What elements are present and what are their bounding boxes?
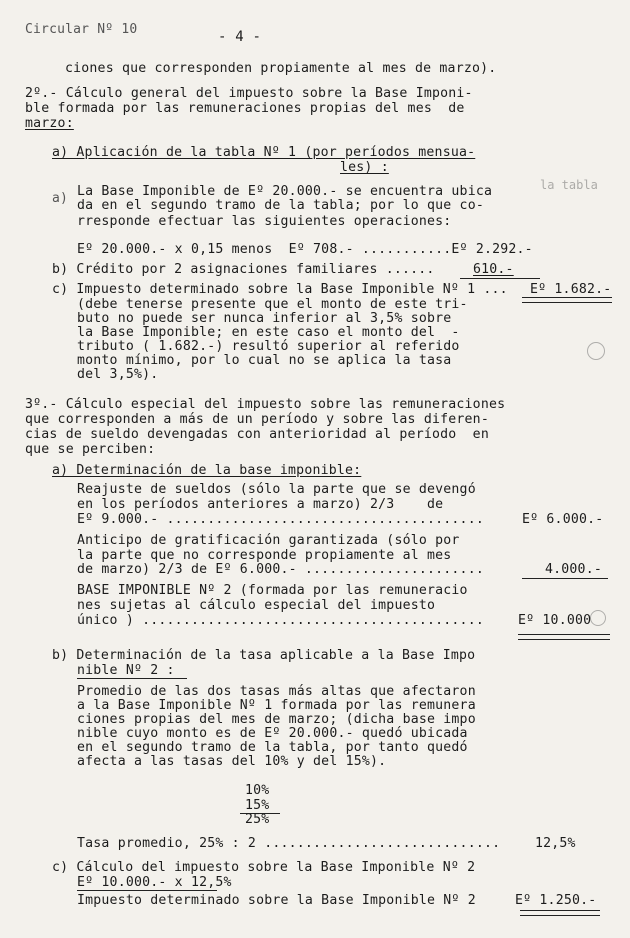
amount: Eº 10.000 — [518, 613, 592, 628]
amount: Eº 1.250.- — [515, 893, 597, 908]
text-line: a la Base Imponible Nº 1 formada por las remunera — [77, 698, 476, 713]
text-line: Promedio de las dos tasas más altas que afectaron — [77, 684, 476, 699]
item-letter: a) — [52, 191, 69, 206]
item-heading: b) Determinación de la tasa aplicable a la Base Impo — [52, 648, 476, 663]
underline — [77, 678, 187, 679]
text-line: la Base Imponible; en este caso el monto del - — [77, 325, 460, 340]
text-line: del 3,5%). — [77, 367, 159, 382]
item-heading: a) Determinación de la base imponible: — [52, 463, 362, 478]
double-underline — [520, 910, 600, 916]
amount: 12,5% — [535, 836, 576, 851]
amount: 4.000.- — [545, 562, 602, 577]
text-line: en el segundo tramo de la tabla, por tanto quedó — [77, 740, 468, 755]
rate-value: 10% — [245, 783, 270, 798]
text-line: nible Nº 2 : — [77, 663, 175, 678]
amount: Eº 1.682.- — [530, 282, 612, 297]
text-line: Tasa promedio, 25% : 2 ............................. — [77, 836, 501, 851]
text-line: ciones que corresponden propiamente al mes de marzo). — [65, 61, 497, 76]
item-heading: a) Aplicación de la tabla Nº 1 (por períodos mensua- — [52, 145, 476, 160]
text-line: ble formada por las remuneraciones propias del mes de — [25, 101, 465, 116]
text-line: Eº 9.000.- ....................................... — [77, 512, 484, 527]
text-line: de marzo) 2/3 de Eº 6.000.- ...................... — [77, 562, 484, 577]
circular-number: Circular Nº 10 — [25, 22, 138, 37]
amount: Eº 6.000.- — [522, 512, 604, 527]
paper-mark — [590, 610, 606, 626]
text-line: Reajuste de sueldos (sólo la parte que se devengó — [77, 482, 476, 497]
section-heading: 2º.- Cálculo general del impuesto sobre la Base Imponi- — [25, 86, 473, 101]
text-line: la parte que no corresponde propiamente al mes — [77, 548, 452, 563]
text-line: tributo ( 1.682.-) resultó superior al referido — [77, 339, 460, 354]
calculation-line: Eº 20.000.- x 0,15 menos Eº 708.- ...........Eº 2.292.- — [77, 242, 533, 257]
text-line: monto mínimo, por lo cual no se aplica la tasa — [77, 353, 452, 368]
text-line: Impuesto determinado sobre la Base Imponible Nº 2 — [77, 893, 476, 908]
text-line: en los períodos anteriores a marzo) 2/3 de — [77, 497, 444, 512]
text-line: ciones propias del mes de marzo; (dicha base impo — [77, 712, 476, 727]
text-line: único ) .......................................... — [77, 613, 484, 628]
text-line: rresponde efectuar las siguientes operaciones: — [77, 214, 452, 229]
rate-sum: 25% — [245, 812, 270, 827]
page-number: - 4 - — [218, 29, 262, 45]
paper-mark — [587, 342, 605, 360]
underline — [522, 578, 608, 579]
amount: 610.- — [473, 262, 514, 277]
underline — [460, 278, 540, 279]
section-heading: 3º.- Cálculo especial del impuesto sobre las remuneraciones — [25, 397, 506, 412]
rate-value: 15% — [245, 798, 270, 813]
underline — [77, 890, 217, 891]
text-line: da en el segundo tramo de la tabla; por lo que co- — [77, 198, 484, 213]
double-underline — [522, 297, 612, 303]
text-line: Anticipo de gratificación garantizada (sólo por — [77, 533, 460, 548]
text-line: BASE IMPONIBLE Nº 2 (formada por las remuneracio — [77, 583, 468, 598]
text-line: b) Crédito por 2 asignaciones familiares ...... — [52, 262, 435, 277]
text-line: La Base Imponible de Eº 20.000.- se encuentra ubica — [77, 184, 493, 199]
double-underline — [518, 634, 610, 640]
text-line: que corresponden a más de un período y sobre las diferen- — [25, 412, 489, 427]
text-line: que se perciben: — [25, 442, 156, 457]
text-line: nible cuyo monto es de Eº 20.000.- quedó ubicada — [77, 726, 468, 741]
text-line: c) Impuesto determinado sobre la Base Imponible Nº 1 ... — [52, 282, 508, 297]
text-line: Eº 10.000.- x 12,5% — [77, 875, 232, 890]
text-line: marzo: — [25, 116, 74, 131]
bleed-through-text: la tabla — [540, 178, 598, 192]
text-line: buto no puede ser nunca inferior al 3,5% sobre — [77, 311, 452, 326]
text-line: cias de sueldo devengadas con anterioridad al período en — [25, 427, 489, 442]
text-line: nes sujetas al cálculo especial del impuesto — [77, 598, 436, 613]
text-line: (debe tenerse presente que el monto de este tri- — [77, 297, 468, 312]
text-line: les) : — [340, 160, 389, 175]
item-heading: c) Cálculo del impuesto sobre la Base Imponible Nº 2 — [52, 860, 476, 875]
text-line: afecta a las tasas del 10% y del 15%). — [77, 754, 387, 769]
